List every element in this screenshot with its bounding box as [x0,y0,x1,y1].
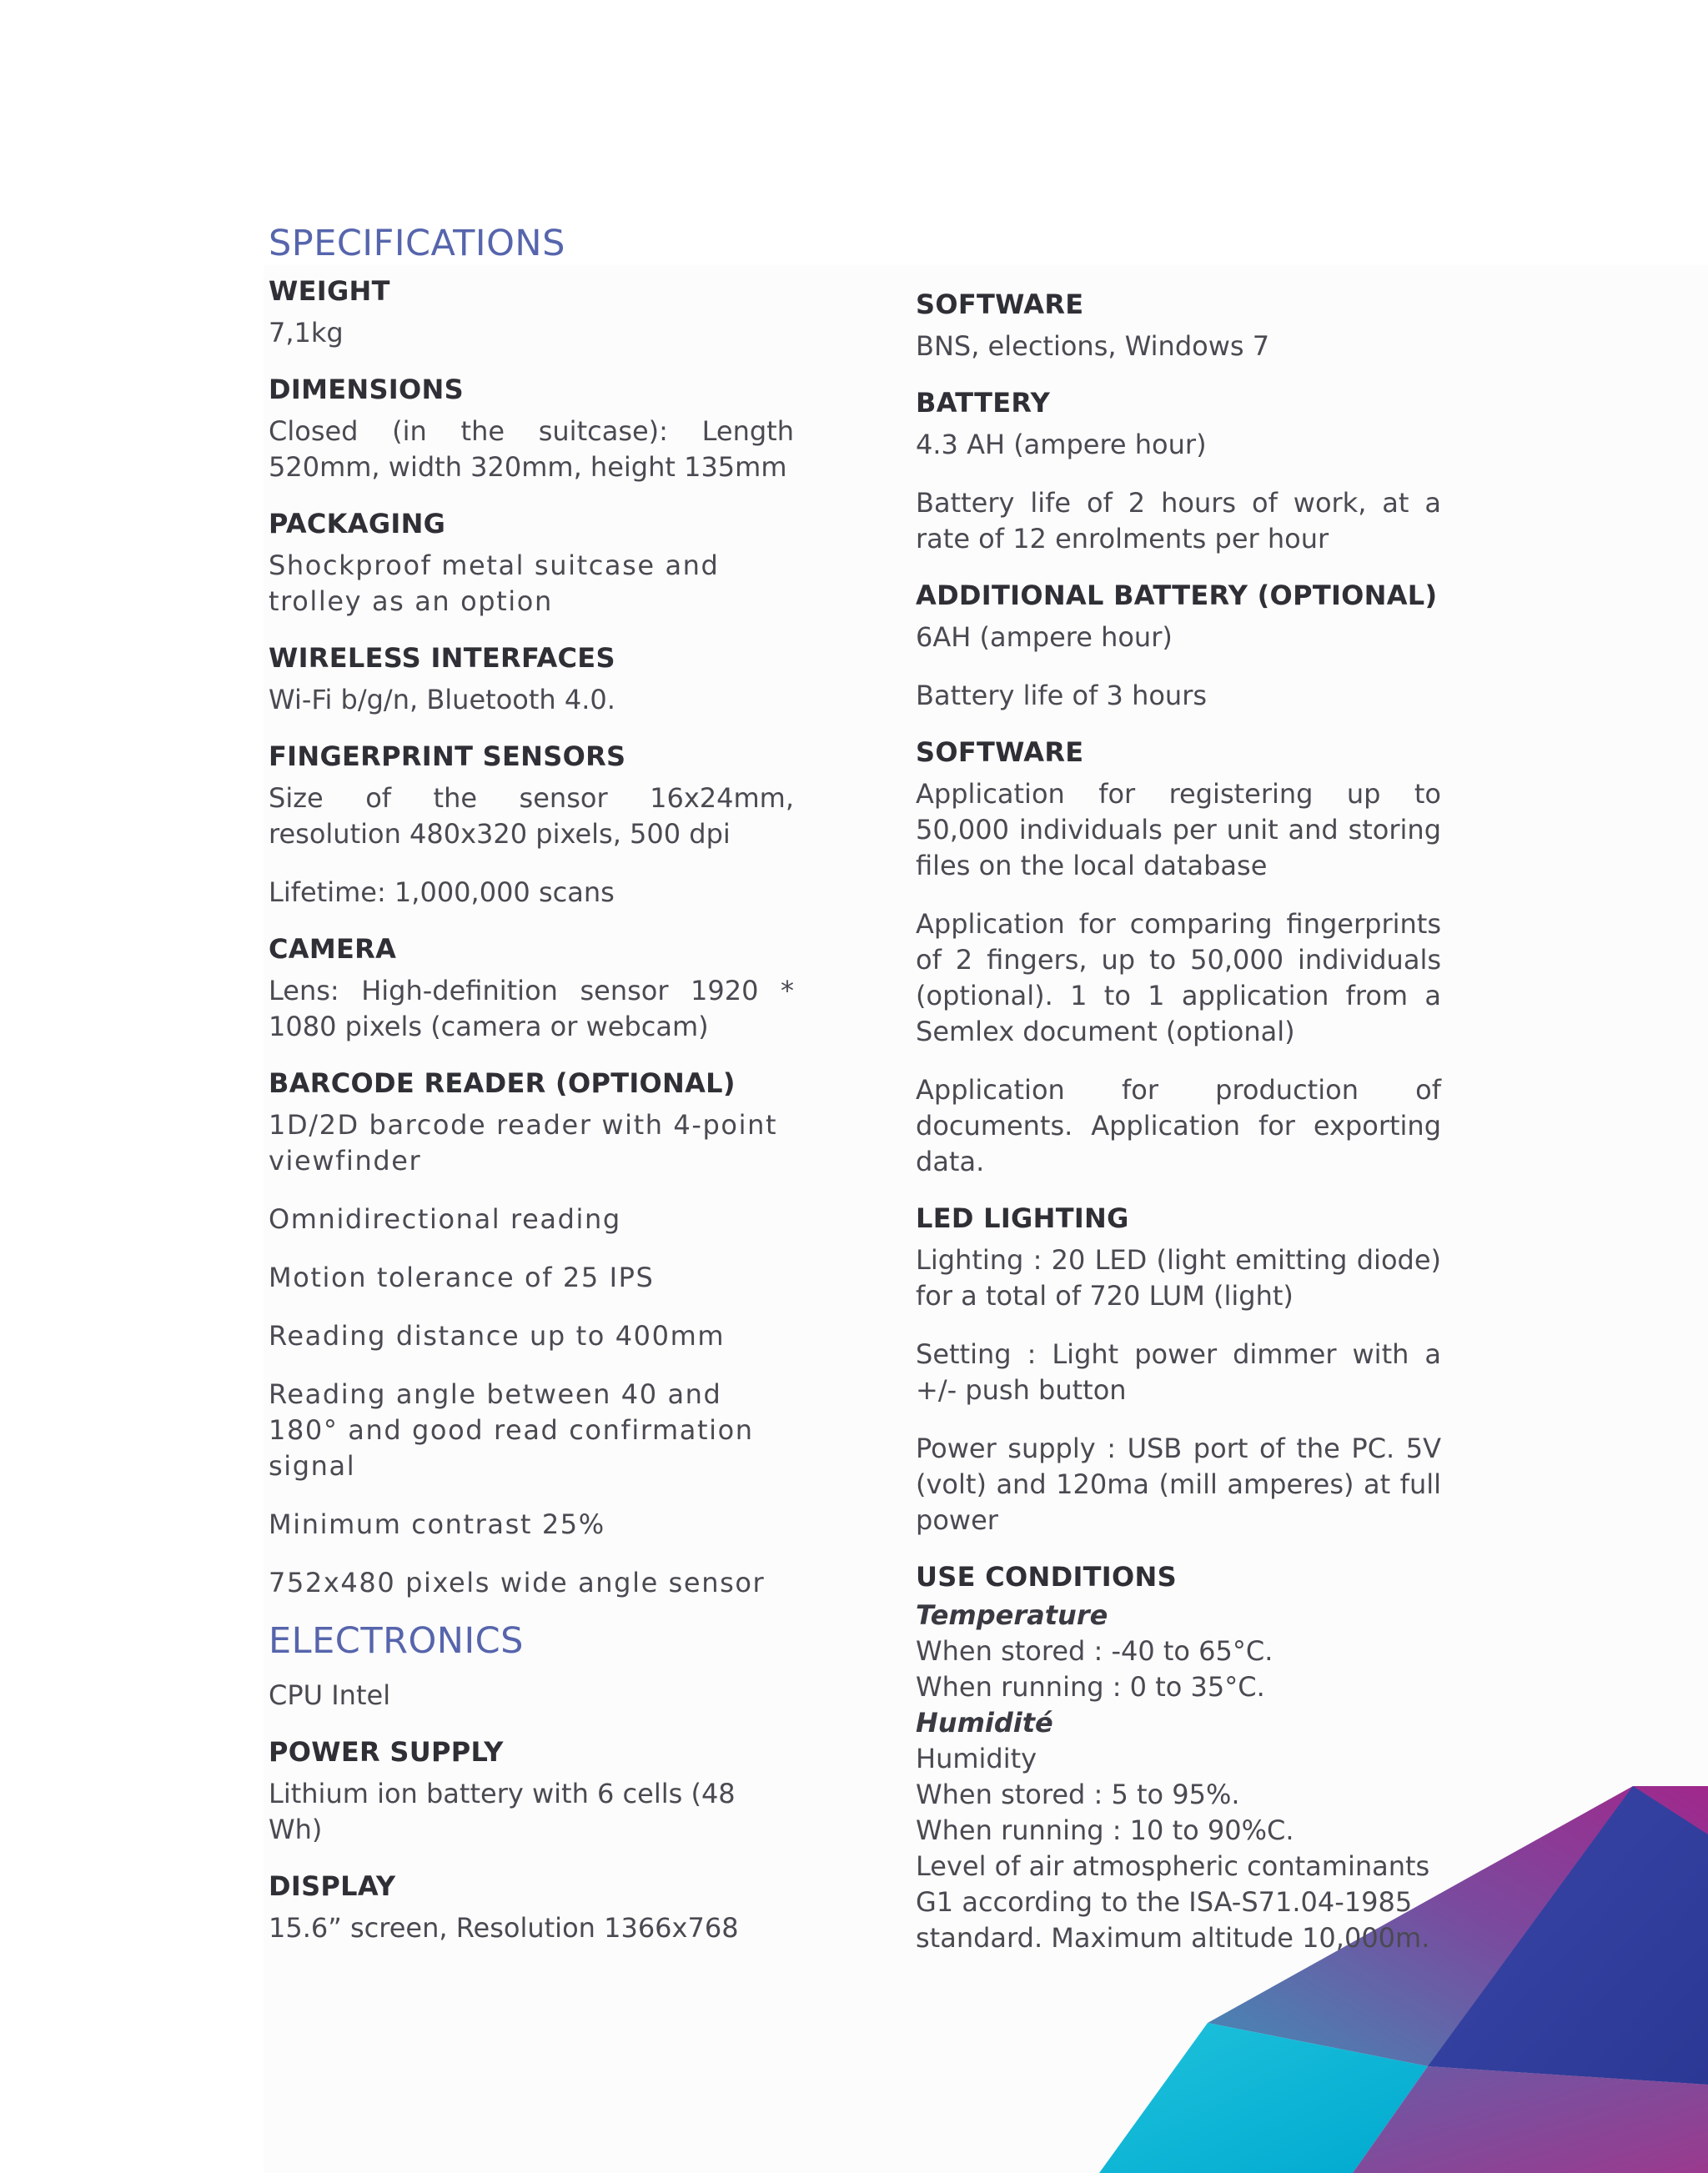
contaminants-line: Level of air atmospheric contaminants [916,1850,1430,1882]
fingerprint-value: Size of the sensor 16x24mm, resolution 480x320 pixels, 500 dpi [269,782,794,850]
software-2-heading: SOFTWARE [916,736,1084,768]
fingerprint-lifetime: Lifetime: 1,000,000 scans [269,876,615,908]
software-item: Application for production of documents. Application for exporting data. [916,1074,1441,1177]
barcode-item: Reading angle between 40 and 180° and good read confirmation signal [269,1378,754,1482]
barcode-item: Motion tolerance of 25 IPS [269,1262,655,1293]
barcode-item: 1D/2D barcode reader with 4-point viewfinder [269,1109,778,1177]
packaging-heading: PACKAGING [269,508,446,539]
humidite-label: Humidité [916,1707,1053,1739]
led-item: Lighting : 20 LED (light emitting diode) for a total of 720 LUM (light) [916,1244,1441,1312]
software-heading: SOFTWARE [916,289,1084,320]
left-column [269,218,794,1946]
wireless-value: Wi-Fi b/g/n, Bluetooth 4.0. [269,684,615,715]
software-value: BNS, elections, Windows 7 [916,330,1270,362]
software-item: Application for registering up to 50,000 individuals per unit and storing files on the local database [916,778,1441,881]
power-supply-heading: POWER SUPPLY [269,1736,504,1768]
temperature-running: When running : 0 to 35°C. [916,1671,1265,1703]
display-value: 15.6” screen, Resolution 1366x768 [269,1912,739,1944]
battery-value: 4.3 AH (ampere hour) [916,429,1207,460]
humidity-stored: When stored : 5 to 95%. [916,1779,1240,1810]
led-heading: LED LIGHTING [916,1202,1129,1234]
led-item: Setting : Light power dimmer with a +/- push button [916,1338,1441,1406]
software-item: Application for comparing fingerprints of 2 fingers, up to 50,000 individuals (optional). 1 to 1 application from a Semlex document (optional) [916,908,1441,1047]
barcode-item: Reading distance up to 400mm [269,1320,726,1352]
dimensions-heading: DIMENSIONS [269,374,464,405]
barcode-heading: BARCODE READER (OPTIONAL) [269,1067,736,1099]
temperature-label: Temperature [916,1599,1108,1631]
power-supply-value: Lithium ion battery with 6 cells (48 Wh) [269,1778,736,1845]
humidity-label: Humidity [916,1743,1037,1774]
contaminants-line: G1 according to the ISA-S71.04-1985 [916,1886,1413,1918]
temperature-stored: When stored : -40 to 65°C. [916,1635,1273,1667]
fingerprint-heading: FINGERPRINT SENSORS [269,740,626,772]
cpu-value: CPU Intel [269,1679,391,1711]
specifications-title: SPECIFICATIONS [269,223,565,264]
humidity-running: When running : 10 to 90%C. [916,1814,1294,1846]
dimensions-value: Closed (in the suitcase): Length 520mm, width 320mm, height 135mm [269,415,794,483]
battery-heading: BATTERY [916,387,1051,419]
barcode-item: Omnidirectional reading [269,1203,621,1235]
use-conditions-heading: USE CONDITIONS [916,1561,1177,1593]
additional-battery-value: 6AH (ampere hour) [916,621,1173,653]
weight-heading: WEIGHT [269,275,390,307]
barcode-item: Minimum contrast 25% [269,1508,605,1540]
camera-heading: CAMERA [269,933,397,965]
battery-life: Battery life of 2 hours of work, at a rate of 12 enrolments per hour [916,487,1441,555]
additional-battery-life: Battery life of 3 hours [916,680,1208,711]
led-item: Power supply : USB port of the PC. 5V (volt) and 120ma (mill amperes) at full power [916,1433,1441,1536]
weight-value: 7,1kg [269,317,344,349]
camera-value: Lens: High-definition sensor 1920 * 1080 pixels (camera or webcam) [269,975,794,1042]
packaging-value: Shockproof metal suitcase and trolley as an option [269,550,720,617]
wireless-heading: WIRELESS INTERFACES [269,642,615,674]
additional-battery-heading: ADDITIONAL BATTERY (OPTIONAL) [916,580,1438,611]
right-column [916,287,1441,1956]
display-heading: DISPLAY [269,1870,396,1902]
electronics-title: ELECTRONICS [269,1620,524,1662]
barcode-item: 752x480 pixels wide angle sensor [269,1567,766,1598]
contaminants-line: standard. Maximum altitude 10,000m. [916,1922,1430,1954]
